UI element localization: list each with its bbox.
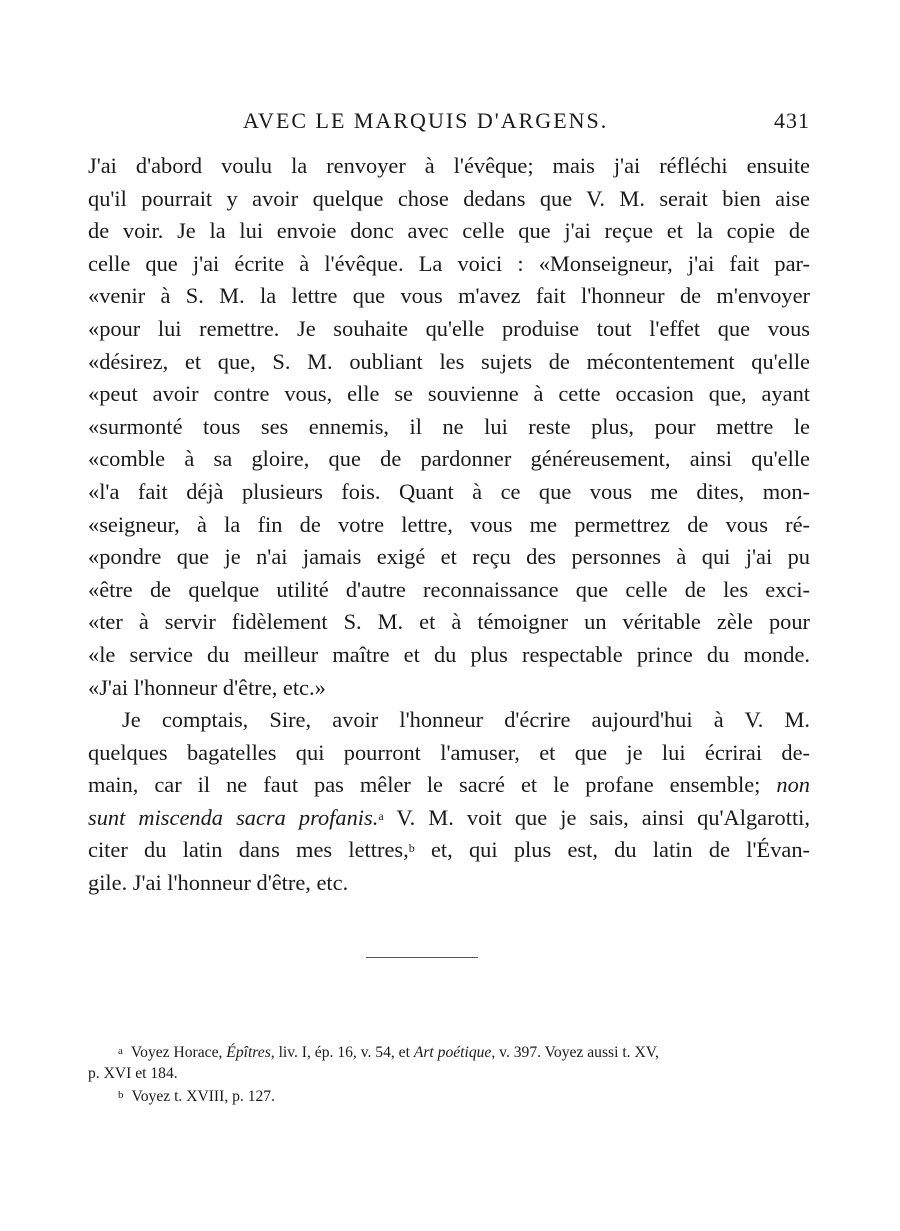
text-line: «pondre que je n'ai jamais exigé et reçu des personnes à qui j'ai pu <box>88 544 810 570</box>
footnote-mark: a <box>118 1045 123 1057</box>
text-line: «peut avoir contre vous, elle se souvienne à cette occasion que, ayant <box>88 381 810 407</box>
text-line <box>88 769 810 802</box>
closing-paragraph <box>88 704 810 900</box>
latin-quote: sunt miscenda sacra profanis. <box>88 804 379 830</box>
footnote-text: Voyez Horace, <box>130 1044 227 1061</box>
footnote-a-continuation: p. XVI et 184. <box>88 1065 178 1082</box>
text-line: Je comptais, Sire, avoir l'honneur d'écrire aujourd'hui à V. M. <box>122 707 810 733</box>
text-line: «comble à sa gloire, que de pardonner généreusement, ainsi qu'elle <box>88 446 810 472</box>
text-line: «le service du meilleur maître et du plus respectable prince du monde. <box>88 641 810 667</box>
latin-quote: non <box>776 772 810 798</box>
text-line: «désirez, et que, S. M. oubliant les sujets de mécontentement qu'elle <box>88 348 810 374</box>
footnote-text: , v. 397. Voyez aussi t. XV, <box>491 1044 659 1061</box>
running-title: AVEC LE MARQUIS D'ARGENS. <box>243 108 609 133</box>
text-line: «être de quelque utilité d'autre reconnaissance que celle de les exci- <box>88 576 810 602</box>
footnote-italic: Épîtres <box>226 1044 271 1061</box>
page-number: 431 <box>774 108 810 133</box>
text-line: J'ai d'abord voulu la renvoyer à l'évêque; mais j'ai réfléchi ensuite <box>88 153 810 178</box>
text-line: «venir à S. M. la lettre que vous m'avez fait l'honneur de m'envoyer <box>88 283 810 309</box>
text-line: «ter à servir fidèlement S. M. et à témoigner un véritable zèle pour <box>88 609 810 635</box>
footnote-ref-a[interactable]: a <box>378 808 384 823</box>
separator-rule <box>366 957 478 958</box>
text-line: «J'ai l'honneur d'être, etc.» <box>88 674 326 700</box>
footnote-mark: b <box>118 1089 124 1101</box>
footnote-italic: Art poétique <box>413 1044 492 1061</box>
footnote-ref-b[interactable]: b <box>408 841 415 856</box>
body-text <box>88 150 810 900</box>
footnote-b <box>88 1086 810 1107</box>
text-line: gile. J'ai l'honneur d'être, etc. <box>88 870 349 896</box>
text-line: «seigneur, à la fin de votre lettre, vous me permettrez de vous ré- <box>88 511 810 537</box>
text-line: «l'a fait déjà plusieurs fois. Quant à ce que vous me dites, mon- <box>88 478 810 504</box>
text-segment: V. M. voit que je sais, ainsi qu'Algarotti, <box>383 804 810 830</box>
text-line: «pour lui remettre. Je souhaite qu'elle produise tout l'effet que vous <box>88 315 810 341</box>
text-line: quelques bagatelles qui pourront l'amuser, et que je lui écrirai de- <box>88 739 810 765</box>
text-line <box>88 834 810 867</box>
text-line: de voir. Je la lui envoie donc avec celle que j'ai reçue et la copie de <box>88 218 810 244</box>
letter-paragraph <box>88 150 810 704</box>
text-segment: citer du latin dans mes lettres, <box>88 837 409 863</box>
footnote-text: Voyez t. XVIII, p. 127. <box>131 1088 275 1105</box>
footnote-text: , liv. I, ép. 16, v. 54, et <box>270 1044 414 1061</box>
text-segment: et, qui plus est, du latin de l'Évan- <box>414 837 811 863</box>
text-line: celle que j'ai écrite à l'évêque. La voici : «Monseigneur, j'ai fait par- <box>88 250 810 276</box>
footnotes <box>88 1042 810 1107</box>
text-segment: main, car il ne faut pas mêler le sacré et le profane ensemble; <box>88 772 761 798</box>
text-line <box>88 802 810 835</box>
footnote-a <box>88 1042 810 1063</box>
text-line: «surmonté tous ses ennemis, il ne lui reste plus, pour mettre le <box>88 413 810 439</box>
text-line: qu'il pourrait y avoir quelque chose dedans que V. M. serait bien aise <box>88 185 810 211</box>
running-head <box>88 108 810 142</box>
